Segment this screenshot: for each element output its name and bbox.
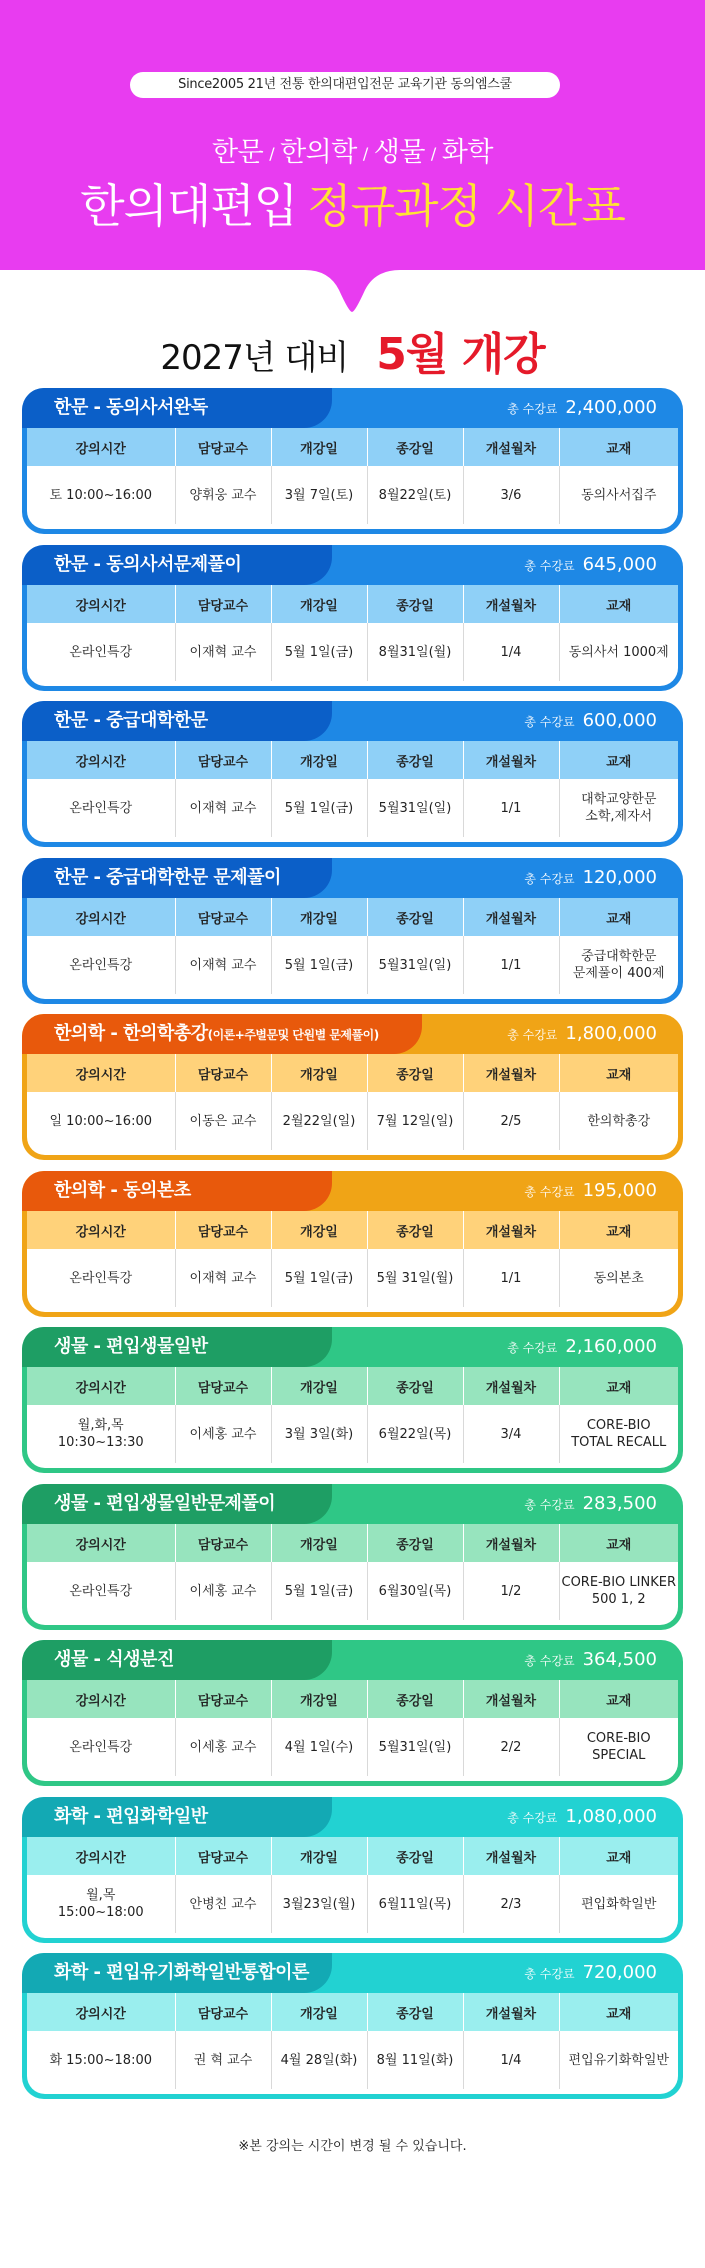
table-header-row	[27, 1837, 678, 1875]
table-cell: 5월 1일(금)	[271, 1249, 367, 1307]
fee-label: 총 수강료	[524, 872, 575, 886]
table-cell: 온라인특강	[27, 779, 175, 837]
course-fee	[507, 1797, 657, 1837]
table-row	[27, 1092, 678, 1150]
table-cell: CORE-BIO TOTAL RECALL	[571, 1418, 667, 1450]
fee-amount: 120,000	[582, 867, 657, 888]
column-header: 개강일	[271, 1837, 367, 1875]
table-cell: 3월 3일(화)	[271, 1405, 367, 1463]
column-header: 개설월차	[463, 1993, 559, 2031]
column-header: 교재	[559, 1054, 678, 1092]
course-table	[27, 898, 678, 994]
since-label: Since2005 21년 전통 한의대편입전문 교육기관 동의엠스쿨	[130, 72, 560, 98]
course-title-text: 화학 - 편입화학일반	[54, 1806, 208, 1827]
fee-label: 총 수강료	[507, 1811, 558, 1825]
course-title-text: 한의학 - 한의학총강	[54, 1023, 208, 1044]
subject-hanmun: 한문	[212, 137, 264, 168]
course-title-text: 한문 - 동의사서완독	[54, 397, 208, 418]
column-header: 담당교수	[175, 1837, 271, 1875]
intake-year: 2027년 대비	[160, 338, 349, 378]
course-title	[22, 1953, 332, 1993]
course-card	[22, 1327, 683, 1473]
fee-label: 총 수강료	[524, 1185, 575, 1199]
course-fee	[524, 1484, 657, 1524]
table-cell: 안병친 교수	[175, 1875, 271, 1933]
column-header: 강의시간	[27, 1054, 175, 1092]
course-table	[27, 1680, 678, 1776]
column-header: 담당교수	[175, 1211, 271, 1249]
course-title	[22, 701, 332, 741]
table-cell: 동의본초	[593, 1270, 644, 1286]
column-header: 담당교수	[175, 741, 271, 779]
table-cell: 4월 1일(수)	[271, 1718, 367, 1776]
table-cell: 3/6	[463, 466, 559, 524]
table-cell: 이세홍 교수	[175, 1718, 271, 1776]
fee-amount: 1,800,000	[565, 1023, 657, 1044]
column-header: 교재	[559, 741, 678, 779]
course-table-wrap	[27, 1680, 678, 1781]
table-cell: 1/1	[463, 936, 559, 994]
column-header: 강의시간	[27, 741, 175, 779]
column-header: 교재	[559, 428, 678, 466]
column-header: 개강일	[271, 428, 367, 466]
course-title-text: 한문 - 동의사서문제풀이	[54, 554, 242, 575]
table-cell: 이세홍 교수	[175, 1405, 271, 1463]
table-header-row	[27, 1367, 678, 1405]
course-title	[22, 545, 332, 585]
column-header: 담당교수	[175, 1054, 271, 1092]
column-header: 종강일	[367, 1680, 463, 1718]
fee-label: 총 수강료	[524, 715, 575, 729]
course-card	[22, 701, 683, 847]
column-header: 개설월차	[463, 741, 559, 779]
table-cell: 8월22일(토)	[367, 466, 463, 524]
course-title-text: 생물 - 편입생물일반	[54, 1336, 208, 1357]
table-cell: 온라인특강	[27, 936, 175, 994]
table-header-row	[27, 898, 678, 936]
course-card	[22, 858, 683, 1004]
table-cell: 편입유기화학일반	[568, 2052, 669, 2068]
course-fee	[524, 545, 657, 585]
table-cell: 1/4	[463, 2031, 559, 2089]
course-title-text: 화학 - 편입유기화학일반통합이론	[54, 1962, 309, 1983]
table-cell: 2월22일(일)	[271, 1092, 367, 1150]
course-table	[27, 1211, 678, 1307]
course-table-wrap	[27, 428, 678, 529]
column-header: 개강일	[271, 1211, 367, 1249]
subject-chemistry: 화학	[441, 137, 493, 168]
table-cell: 이재혁 교수	[175, 623, 271, 681]
column-header: 담당교수	[175, 428, 271, 466]
table-row	[27, 1249, 678, 1307]
column-header: 개설월차	[463, 1524, 559, 1562]
column-header: 개강일	[271, 898, 367, 936]
table-row	[27, 623, 678, 681]
course-card	[22, 1797, 683, 1943]
table-cell: 온라인특강	[27, 1562, 175, 1620]
course-table-wrap	[27, 585, 678, 686]
column-header: 강의시간	[27, 1837, 175, 1875]
table-row	[27, 1875, 678, 1933]
column-header: 개강일	[271, 1524, 367, 1562]
column-header: 종강일	[367, 585, 463, 623]
subject-list	[0, 130, 705, 169]
column-header: 개강일	[271, 1054, 367, 1092]
table-row	[27, 779, 678, 837]
column-header: 강의시간	[27, 585, 175, 623]
table-cell: 권 혁 교수	[175, 2031, 271, 2089]
column-header: 개강일	[271, 1680, 367, 1718]
course-card	[22, 1640, 683, 1786]
column-header: 개설월차	[463, 1054, 559, 1092]
course-title-text: 한문 - 중급대학한문	[54, 710, 208, 731]
table-cell: 대학교양한문 소학,제자서	[581, 792, 657, 824]
course-title	[22, 1640, 332, 1680]
fee-amount: 2,160,000	[565, 1336, 657, 1357]
table-cell: 2/2	[463, 1718, 559, 1776]
table-cell: 2/3	[463, 1875, 559, 1933]
course-title-text: 한의학 - 동의본초	[54, 1180, 191, 1201]
fee-amount: 645,000	[582, 554, 657, 575]
column-header: 담당교수	[175, 1680, 271, 1718]
column-header: 개강일	[271, 1367, 367, 1405]
course-title-text: 생물 - 편입생물일반문제풀이	[54, 1493, 276, 1514]
course-title	[22, 1014, 422, 1054]
column-header: 강의시간	[27, 1211, 175, 1249]
course-fee	[524, 858, 657, 898]
table-cell: 6월22일(목)	[367, 1405, 463, 1463]
table-row	[27, 1718, 678, 1776]
table-header-row	[27, 428, 678, 466]
column-header: 교재	[559, 1837, 678, 1875]
column-header: 종강일	[367, 1837, 463, 1875]
course-fee	[524, 1171, 657, 1211]
fee-amount: 720,000	[582, 1962, 657, 1983]
table-cell: CORE-BIO SPECIAL	[586, 1731, 651, 1763]
table-cell: 양휘웅 교수	[175, 466, 271, 524]
course-card	[22, 1484, 683, 1630]
hero-banner	[0, 0, 705, 330]
course-title	[22, 388, 332, 428]
table-cell: 3월23일(월)	[271, 1875, 367, 1933]
course-title	[22, 1327, 332, 1367]
course-fee	[524, 701, 657, 741]
table-cell: 중급대학한문 문제풀이 400제	[572, 949, 665, 981]
table-header-row	[27, 1524, 678, 1562]
column-header: 교재	[559, 1367, 678, 1405]
table-cell: 5월31일(일)	[367, 1718, 463, 1776]
table-cell: 동의사서집주	[581, 487, 657, 503]
table-cell: 화 15:00~18:00	[27, 2031, 175, 2089]
column-header: 교재	[559, 1524, 678, 1562]
table-cell: 이재혁 교수	[175, 936, 271, 994]
table-cell: 1/1	[463, 1249, 559, 1307]
column-header: 담당교수	[175, 585, 271, 623]
table-cell: 월,목 15:00~18:00	[27, 1875, 175, 1933]
subject-separator: /	[269, 144, 275, 163]
course-title	[22, 1171, 332, 1211]
course-table-wrap	[27, 1524, 678, 1625]
column-header: 종강일	[367, 1993, 463, 2031]
table-cell: 온라인특강	[27, 623, 175, 681]
table-cell: 일 10:00~16:00	[27, 1092, 175, 1150]
table-cell: 5월 1일(금)	[271, 779, 367, 837]
column-header: 종강일	[367, 741, 463, 779]
course-table	[27, 428, 678, 524]
subject-biology: 생물	[373, 137, 425, 168]
course-table-wrap	[27, 1837, 678, 1938]
table-cell: 동의사서 1000제	[568, 644, 669, 660]
course-table	[27, 1054, 678, 1150]
fee-label: 총 수강료	[524, 1967, 575, 1981]
intake-line	[0, 318, 705, 382]
table-cell: 이세홍 교수	[175, 1562, 271, 1620]
fee-label: 총 수강료	[524, 559, 575, 573]
table-cell: 편입화학일반	[581, 1896, 657, 1912]
column-header: 교재	[559, 1680, 678, 1718]
fee-amount: 195,000	[582, 1180, 657, 1201]
course-card	[22, 388, 683, 534]
course-table	[27, 1837, 678, 1933]
column-header: 종강일	[367, 1054, 463, 1092]
table-cell: 5월 1일(금)	[271, 623, 367, 681]
fee-amount: 2,400,000	[565, 397, 657, 418]
column-header: 강의시간	[27, 1680, 175, 1718]
table-cell: 1/2	[463, 1562, 559, 1620]
table-cell: 이동은 교수	[175, 1092, 271, 1150]
table-row	[27, 466, 678, 524]
column-header: 담당교수	[175, 1367, 271, 1405]
table-row	[27, 936, 678, 994]
table-cell: 한의학총강	[587, 1113, 651, 1129]
course-table	[27, 585, 678, 681]
title-white: 한의대편입	[80, 179, 298, 233]
column-header: 종강일	[367, 428, 463, 466]
table-cell: 온라인특강	[27, 1249, 175, 1307]
subject-separator: /	[362, 144, 368, 163]
table-cell: 토 10:00~16:00	[27, 466, 175, 524]
table-cell: 2/5	[463, 1092, 559, 1150]
course-card	[22, 1014, 683, 1160]
column-header: 강의시간	[27, 1367, 175, 1405]
course-fee	[507, 388, 657, 428]
course-table-wrap	[27, 1367, 678, 1468]
table-header-row	[27, 1054, 678, 1092]
column-header: 담당교수	[175, 1524, 271, 1562]
column-header: 강의시간	[27, 898, 175, 936]
table-cell: 5월31일(일)	[367, 779, 463, 837]
table-cell: 8월31일(월)	[367, 623, 463, 681]
column-header: 종강일	[367, 1211, 463, 1249]
column-header: 개강일	[271, 585, 367, 623]
column-header: 담당교수	[175, 898, 271, 936]
column-header: 개설월차	[463, 898, 559, 936]
fee-label: 총 수강료	[507, 1028, 558, 1042]
column-header: 교재	[559, 585, 678, 623]
fee-amount: 364,500	[582, 1649, 657, 1670]
table-cell: 온라인특강	[27, 1718, 175, 1776]
course-table-wrap	[27, 741, 678, 842]
column-header: 강의시간	[27, 1524, 175, 1562]
column-header: 교재	[559, 1211, 678, 1249]
course-fee	[524, 1953, 657, 1993]
table-cell: 7월 12일(일)	[367, 1092, 463, 1150]
column-header: 담당교수	[175, 1993, 271, 2031]
table-cell: 4월 28일(화)	[271, 2031, 367, 2089]
course-title	[22, 1484, 332, 1524]
fee-amount: 283,500	[582, 1493, 657, 1514]
subject-hanuihak: 한의학	[280, 137, 357, 168]
table-cell: CORE-BIO LINKER 500 1, 2	[561, 1575, 676, 1607]
fee-label: 총 수강료	[507, 402, 558, 416]
course-fee	[507, 1327, 657, 1367]
table-cell: 5월 31일(월)	[367, 1249, 463, 1307]
course-title-text: 생물 - 식생분진	[54, 1649, 174, 1670]
table-cell: 1/4	[463, 623, 559, 681]
table-cell: 이재혁 교수	[175, 1249, 271, 1307]
table-cell: 6월30일(목)	[367, 1562, 463, 1620]
column-header: 종강일	[367, 898, 463, 936]
table-cell: 5월 1일(금)	[271, 1562, 367, 1620]
column-header: 개강일	[271, 1993, 367, 2031]
course-fee	[524, 1640, 657, 1680]
course-table-wrap	[27, 898, 678, 999]
table-cell: 3월 7일(토)	[271, 466, 367, 524]
table-header-row	[27, 1680, 678, 1718]
column-header: 교재	[559, 1993, 678, 2031]
table-cell: 5월 1일(금)	[271, 936, 367, 994]
column-header: 개설월차	[463, 1680, 559, 1718]
table-row	[27, 1405, 678, 1463]
course-title	[22, 858, 332, 898]
course-table	[27, 1367, 678, 1463]
table-cell: 5월31일(일)	[367, 936, 463, 994]
page-title	[0, 170, 705, 236]
column-header: 종강일	[367, 1524, 463, 1562]
course-table	[27, 1524, 678, 1620]
course-card	[22, 1953, 683, 2099]
course-fee	[507, 1014, 657, 1054]
column-header: 개설월차	[463, 1367, 559, 1405]
table-row	[27, 1562, 678, 1620]
fee-amount: 600,000	[582, 710, 657, 731]
column-header: 교재	[559, 898, 678, 936]
fee-label: 총 수강료	[524, 1498, 575, 1512]
column-header: 개설월차	[463, 428, 559, 466]
table-header-row	[27, 1211, 678, 1249]
table-header-row	[27, 741, 678, 779]
column-header: 개설월차	[463, 1837, 559, 1875]
course-card	[22, 545, 683, 691]
table-cell: 8월 11일(화)	[367, 2031, 463, 2089]
table-cell: 3/4	[463, 1405, 559, 1463]
table-header-row	[27, 585, 678, 623]
course-table	[27, 741, 678, 837]
fee-label: 총 수강료	[524, 1654, 575, 1668]
course-table-wrap	[27, 1211, 678, 1312]
subject-separator: /	[430, 144, 436, 163]
column-header: 개설월차	[463, 585, 559, 623]
intake-month: 5월 개강	[376, 329, 545, 380]
table-cell: 월,화,목 10:30~13:30	[27, 1405, 175, 1463]
table-cell: 6월11일(목)	[367, 1875, 463, 1933]
table-cell: 이재혁 교수	[175, 779, 271, 837]
column-header: 강의시간	[27, 1993, 175, 2031]
course-title	[22, 1797, 332, 1837]
column-header: 종강일	[367, 1367, 463, 1405]
column-header: 강의시간	[27, 428, 175, 466]
course-title-text: 한문 - 중급대학한문 문제풀이	[54, 867, 281, 888]
fee-amount: 1,080,000	[565, 1806, 657, 1827]
column-header: 개강일	[271, 741, 367, 779]
column-header: 개설월차	[463, 1211, 559, 1249]
fee-label: 총 수강료	[507, 1341, 558, 1355]
course-table	[27, 1993, 678, 2089]
table-row	[27, 2031, 678, 2089]
table-cell: 1/1	[463, 779, 559, 837]
footnote: ※본 강의는 시간이 변경 될 수 있습니다.	[238, 2139, 467, 2154]
course-card	[22, 1171, 683, 1317]
table-header-row	[27, 1993, 678, 2031]
course-table-wrap	[27, 1993, 678, 2094]
title-yellow: 정규과정 시간표	[307, 179, 625, 233]
course-title-note: (이론+주별문및 단원별 문제풀이)	[207, 1028, 379, 1042]
course-table-wrap	[27, 1054, 678, 1155]
